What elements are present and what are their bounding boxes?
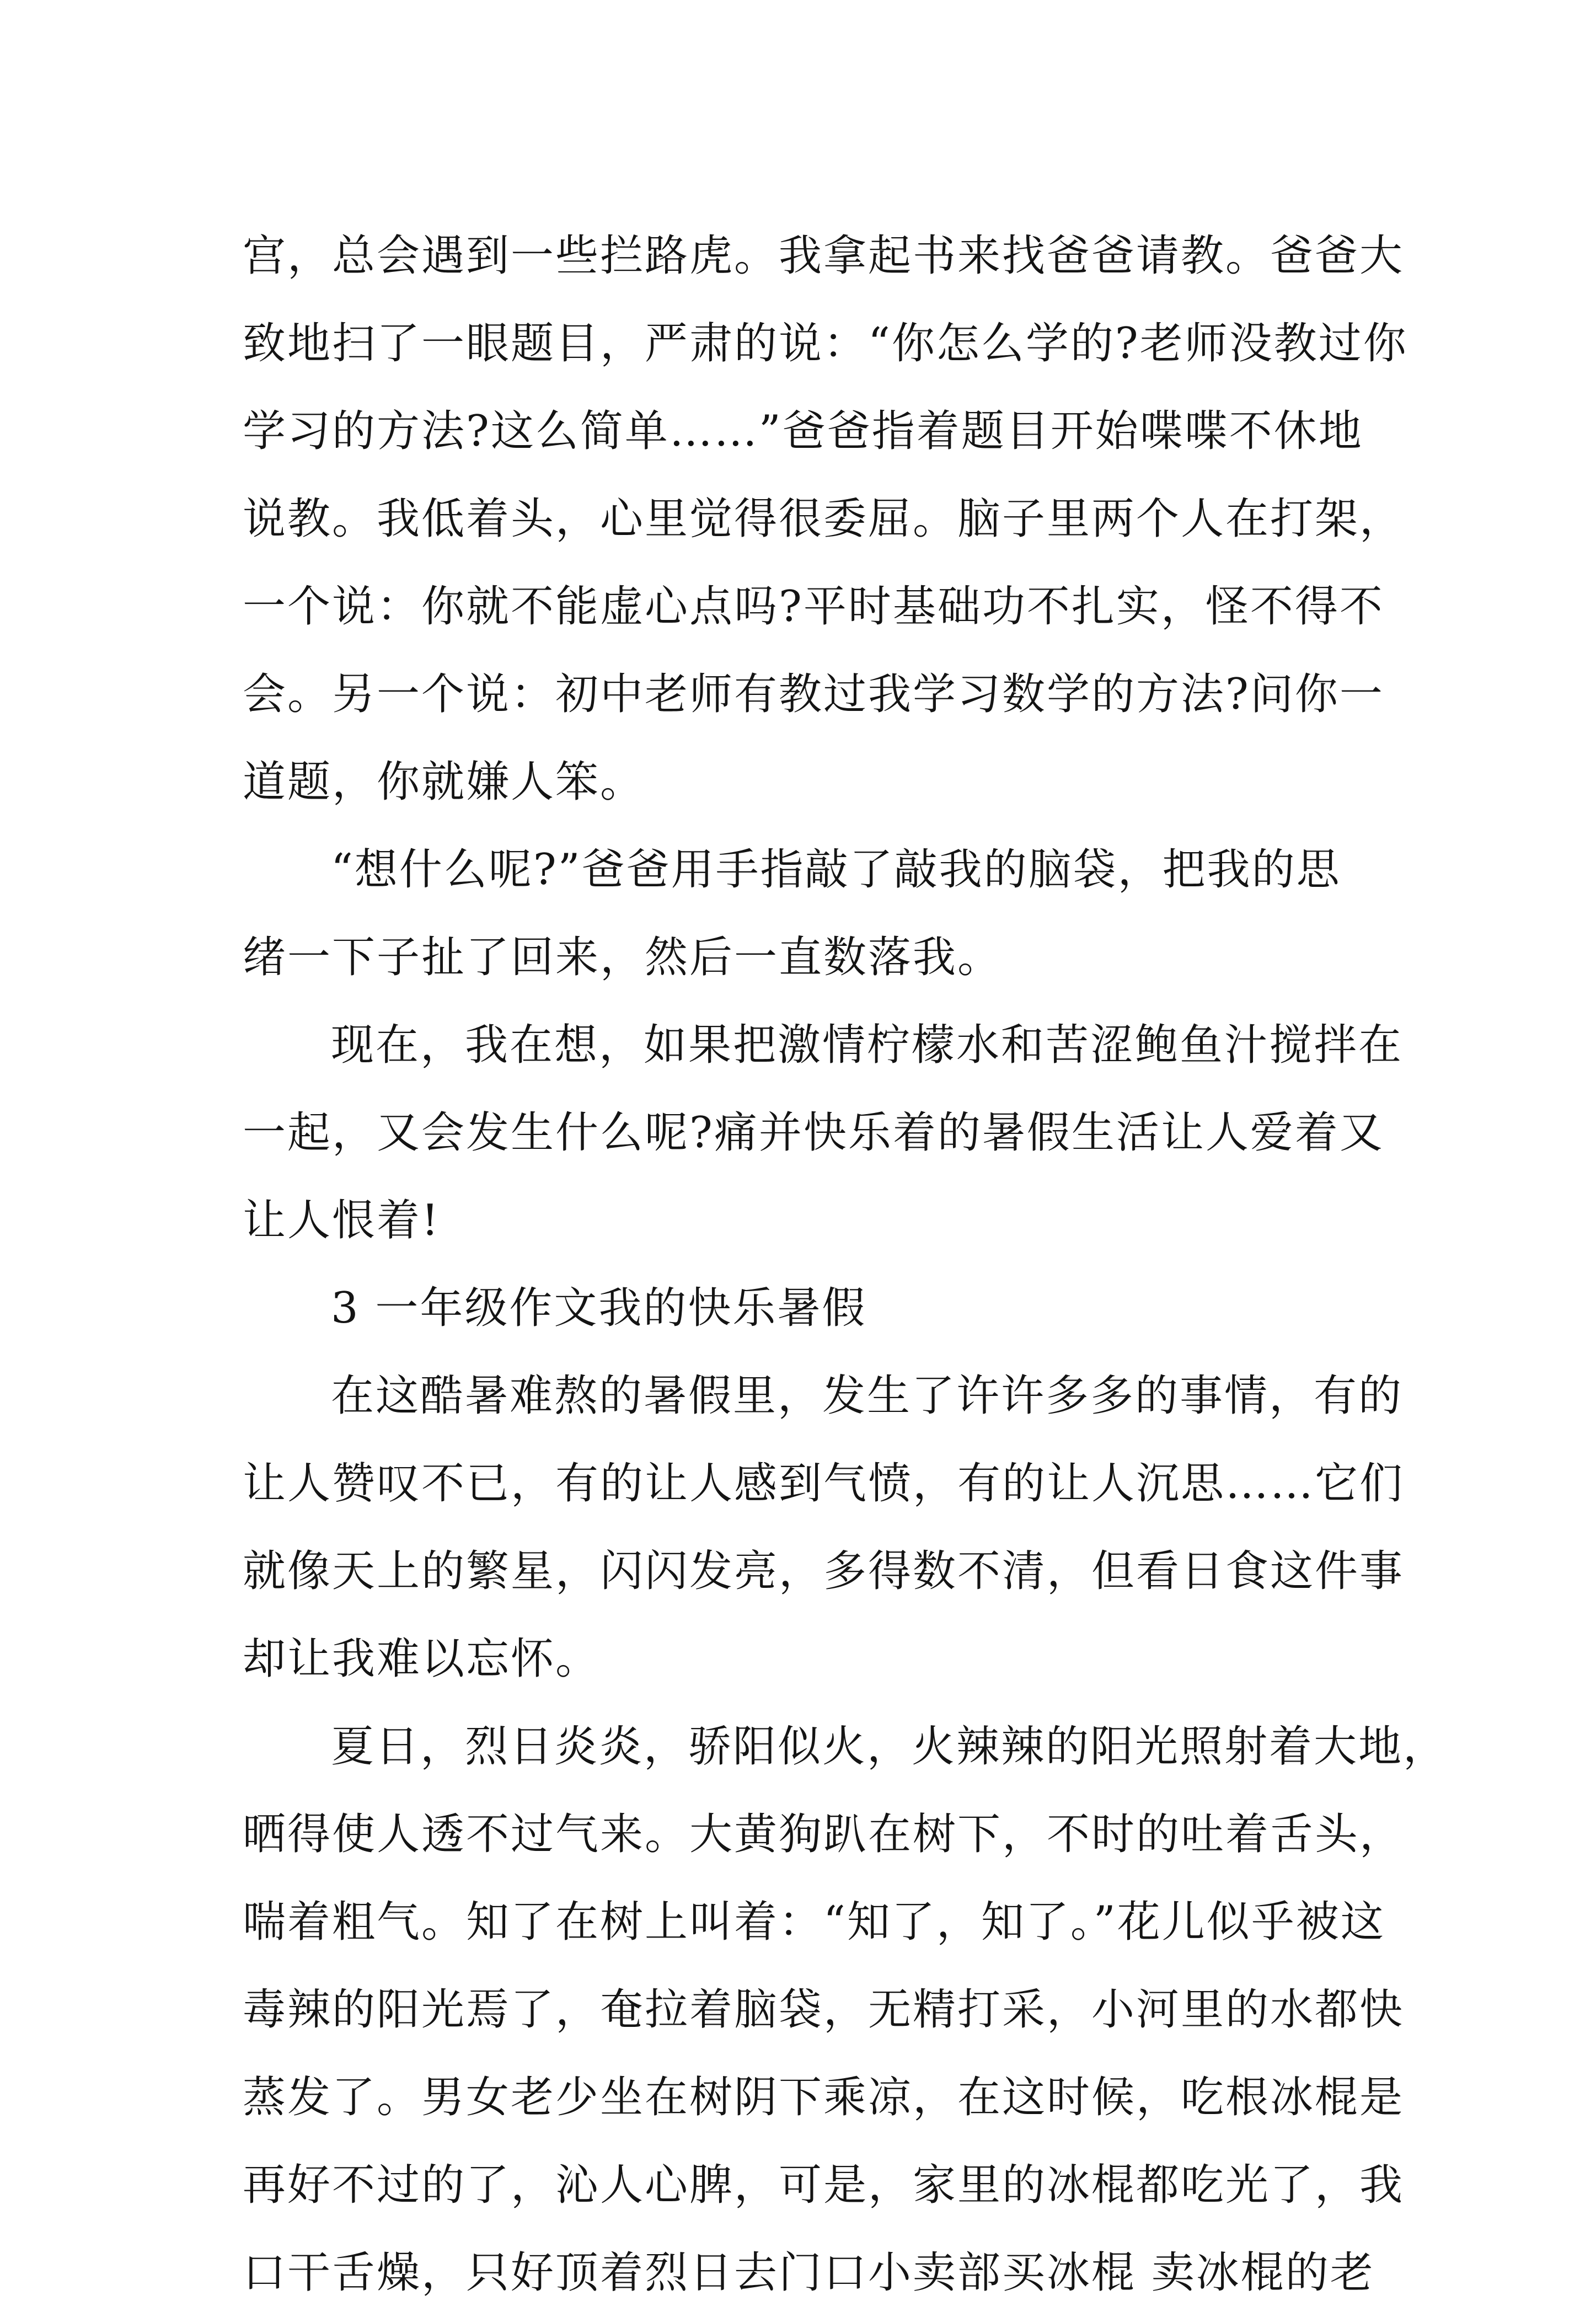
text-line: 致地扫了一眼题目，严肃的说：“你怎么学的?老师没教过你 xyxy=(243,319,1408,368)
text-line: 晒得使人透不过气来。大黄狗趴在树下，不时的吐着舌头， xyxy=(243,1810,1405,1859)
body-text xyxy=(243,212,1448,2317)
text-line: 却让我难以忘怀。 xyxy=(243,1634,601,1684)
text-line: 会。另一个说：初中老师有教过我学习数学的方法?问你一 xyxy=(243,670,1384,719)
text-line: 现在，我在想，如果把激情柠檬水和苦涩鲍鱼汁搅拌在 xyxy=(331,1020,1404,1070)
text-line: 让人赞叹不已，有的让人感到气愤，有的让人沉思……它们 xyxy=(243,1459,1405,1508)
text-line: 毒辣的阳光焉了，奄拉着脑袋，无精打采，小河里的水都快 xyxy=(243,1985,1405,2035)
text-line: 就像天上的繁星，闪闪发亮，多得数不清，但看日食这件事 xyxy=(243,1547,1405,1596)
text-line: 喘着粗气。知了在树上叫着：“知了，知了。”花儿似乎被这 xyxy=(243,1897,1385,1947)
text-line: 道题，你就嫌人笨。 xyxy=(243,757,645,807)
text-line: 一个说：你就不能虚心点吗?平时基础功不扎实，怪不得不 xyxy=(243,582,1384,632)
text-line: 一起，又会发生什么呢?痛并快乐着的暑假生活让人爱着又 xyxy=(243,1108,1384,1158)
text-line: 在这酷暑难熬的暑假里，发生了许许多多的事情，有的 xyxy=(331,1371,1404,1421)
text-line: 绪一下子扯了回来，然后一直数落我。 xyxy=(243,933,1003,982)
text-line: “想什么呢?”爸爸用手指敲了敲我的脑袋，把我的思 xyxy=(331,845,1341,895)
text-line: 夏日，烈日炎炎，骄阳似火，火辣辣的阳光照射着大地， xyxy=(331,1722,1448,1772)
section-heading: 3 一年级作文我的快乐暑假 xyxy=(331,1283,867,1333)
text-line: 口干舌燥，只好顶着烈日去门口小卖部买冰棍 卖冰棍的老 xyxy=(243,2248,1375,2298)
text-line: 蒸发了。男女老少坐在树阴下乘凉，在这时候，吃根冰棍是 xyxy=(243,2073,1405,2122)
text-line: 让人恨着! xyxy=(243,1196,441,1245)
text-line: 说教。我低着头，心里觉得很委屈。脑子里两个人在打架， xyxy=(243,494,1405,544)
text-line: 宫，总会遇到一些拦路虎。我拿起书来找爸爸请教。爸爸大 xyxy=(243,231,1405,281)
text-line: 再好不过的了，沁人心脾，可是，家里的冰棍都吃光了，我 xyxy=(243,2160,1405,2210)
text-line: 学习的方法?这么简单……”爸爸指着题目开始喋喋不休地 xyxy=(243,406,1363,456)
